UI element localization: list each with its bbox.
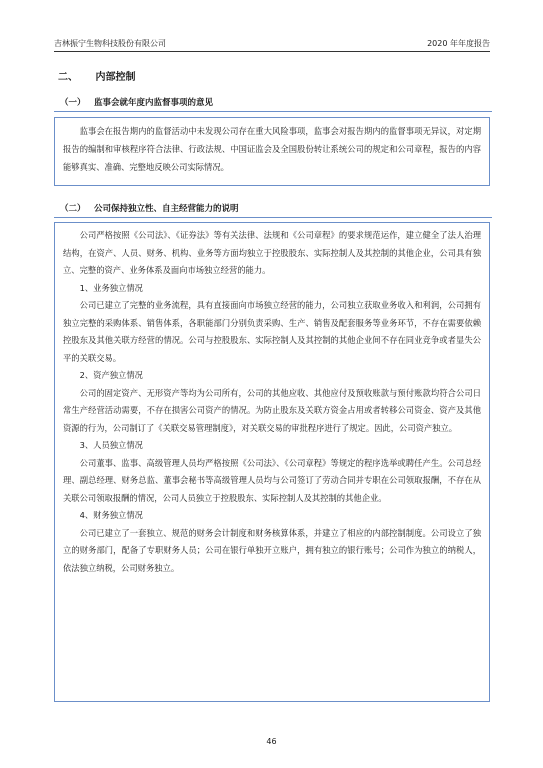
- page-header: [54, 39, 490, 52]
- asset-independence-text: 公司的固定资产、无形资产等均为公司所有，公司的其他应收、其他应付及预收账款与预付账款均符合公司日常生产经营活动需要，不存在损害公司资产的情况。为防止股东及关联方资金占用或者转移公司资金、资产及其他资源的行为，公司制订了《关联交易管理制度》，对关联交易的审批程序进行了规定。因此，公司资产独立。: [63, 387, 481, 433]
- business-independence-heading: 1、业务独立情况: [79, 282, 143, 293]
- section-title: 内部控制: [95, 72, 136, 83]
- business-independence-text: 公司已建立了完整的业务流程，具有直接面向市场独立经营的能力，公司独立获取业务收入和利润，公司拥有独立完整的采购体系、销售体系，各职能部门分别负责采购、生产、销售及配套服务等业务环节，不存在需要依赖控股东及其他关联方经营的情况。公司与控股股东、实际控制人及其控制的其他企业间不存在同业竞争或者显失公平的关联交易。: [63, 300, 481, 363]
- page-number: 46: [266, 737, 277, 746]
- section-number: 二、: [58, 72, 78, 83]
- subsection-2-number: （二）: [60, 204, 86, 214]
- supervisory-opinion-box: [54, 117, 490, 186]
- independence-box: [54, 222, 490, 702]
- asset-independence-heading: 2、资产独立情况: [79, 370, 143, 380]
- supervisory-opinion-text: 监事会在报告期内的监督活动中未发现公司存在重大风险事项，监事会对报告期内的监督事项无异议，对定期报告的编制和审核程序符合法律、行政法规、中国证监会及全国股份转让系统公司的规定和公司章程，报告的内容能够真实、准确、完整地反映公司实际情况。: [63, 126, 481, 172]
- header-report-title: 2020 年年度报告: [427, 39, 490, 48]
- independence-intro: 公司严格按照《公司法》、《证券法》等有关法律、法规和《公司章程》的要求规范运作，建立健全了法人治理结构，在资产、人员、财务、机构、业务等方面均独立于控股股东、实际控制人及其控制的其他企业，公司具有独立、完整的资产、业务体系及面向市场独立经营的能力。: [63, 230, 481, 275]
- subsection-1-title: 监事会就年度内监督事项的意见: [94, 98, 214, 108]
- personnel-independence-text: 公司董事、监事、高级管理人员均严格按照《公司法》、《公司章程》等规定的程序选举或聘任产生。公司总经理、副总经理、财务总监、董事会秘书等高级管理人员均与公司签订了劳动合同并专职在公司领取报酬，不存在从关联公司领取报酬的情况，公司人员独立于控股股东、实际控制人及其控制的其他企业。: [63, 457, 481, 503]
- header-company: 吉林振宁生物科技股份有限公司: [54, 39, 166, 48]
- subsection-2-title: 公司保持独立性、自主经营能力的说明: [94, 204, 239, 214]
- subsection-heading-1: [54, 96, 492, 112]
- personnel-independence-heading: 3、人员独立情况: [79, 440, 143, 450]
- financial-independence-heading: 4、财务独立情况: [79, 510, 143, 520]
- section-heading: [58, 72, 135, 84]
- financial-independence-text: 公司已建立了一套独立、规范的财务会计制度和财务核算体系，并建立了相应的内部控制制度。公司设立了独立的财务部门，配备了专职财务人员；公司在银行单独开立账户，拥有独立的银行账号；公司作为独立的纳税人，依法独立纳税，公司财务独立。: [63, 527, 481, 573]
- subsection-heading-2: [54, 202, 492, 218]
- subsection-1-number: （一）: [60, 98, 86, 108]
